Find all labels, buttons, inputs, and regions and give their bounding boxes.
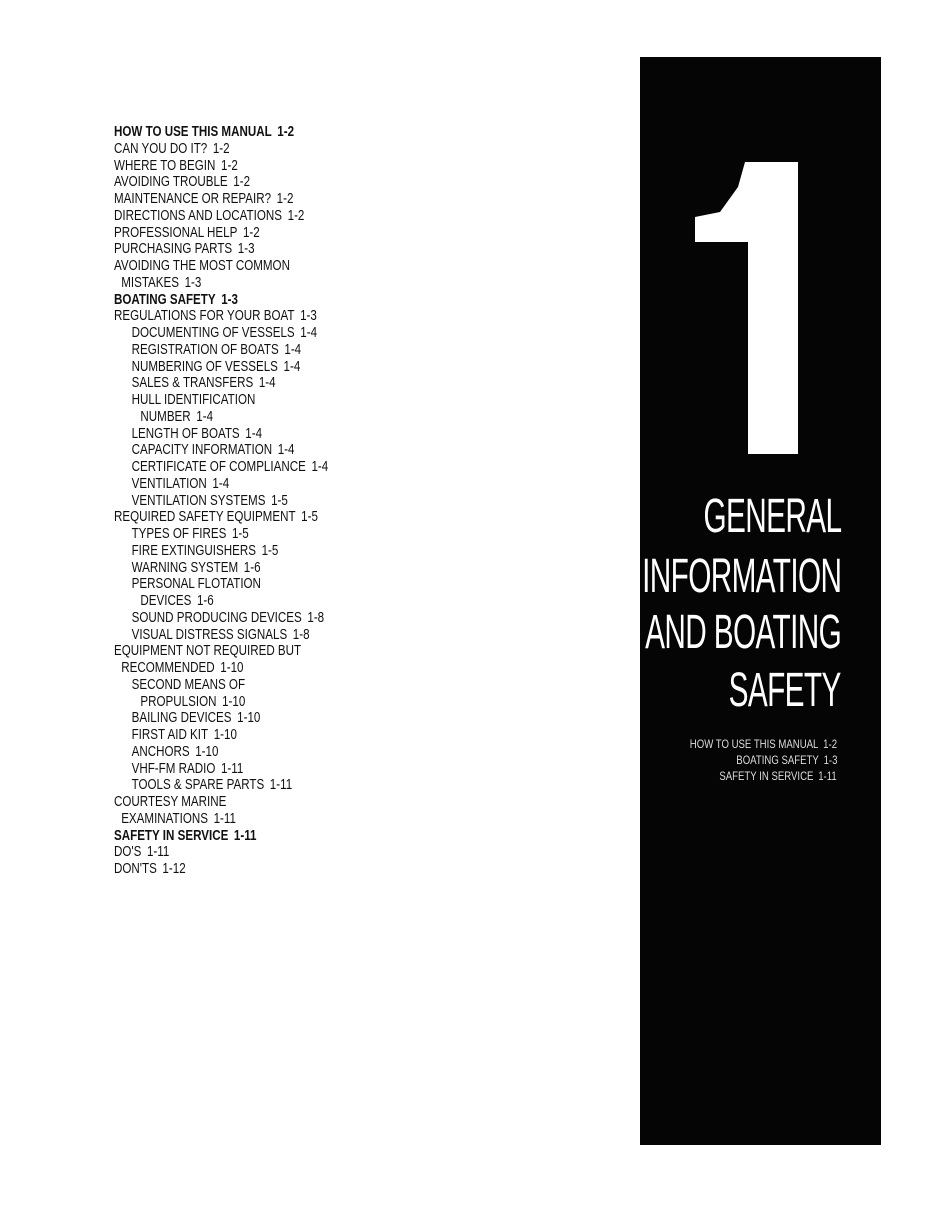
toc-entry[interactable] xyxy=(114,777,328,794)
toc-entry-page: 1-11 xyxy=(146,844,170,861)
toc-entry-page: 1-6 xyxy=(243,559,261,576)
toc-entry[interactable] xyxy=(114,409,328,426)
toc-entry[interactable] xyxy=(114,476,328,493)
toc-entry[interactable] xyxy=(114,208,328,225)
toc-entry[interactable] xyxy=(114,375,328,392)
toc-entry-title: REQUIRED SAFETY EQUIPMENT xyxy=(114,509,296,526)
toc-entry-title: WHERE TO BEGIN xyxy=(114,157,216,174)
toc-entry-title: DEVICES xyxy=(140,593,192,609)
toc-entry[interactable] xyxy=(114,861,328,878)
toc-entry[interactable] xyxy=(114,426,328,443)
toc-entry-page: 1-10 xyxy=(222,693,246,710)
toc-entry-title: NUMBERING OF VESSELS xyxy=(131,358,278,375)
toc-entry[interactable] xyxy=(114,744,328,761)
toc-entry[interactable] xyxy=(114,342,328,359)
toc-entry-page: 1-10 xyxy=(195,743,219,760)
toc-entry[interactable] xyxy=(114,811,328,828)
toc-entry[interactable] xyxy=(114,710,328,727)
toc-entry-title: AVOIDING THE MOST COMMON xyxy=(114,258,290,274)
toc-entry-title: DIRECTIONS AND LOCATIONS xyxy=(114,207,283,224)
toc-entry-title: COURTESY MARINE xyxy=(114,794,227,810)
toc-entry-title: PROFESSIONAL HELP xyxy=(114,224,238,241)
chapter-section-link[interactable]: SAFETY IN SERVICE 1-11 xyxy=(719,769,837,783)
toc-entry[interactable] xyxy=(114,392,328,409)
toc-section-heading[interactable] xyxy=(114,828,328,845)
toc-entry-title: VENTILATION SYSTEMS xyxy=(131,492,266,509)
toc-entry[interactable] xyxy=(114,643,328,660)
toc-entry-page: 1-2 xyxy=(287,207,305,224)
toc-entry-title: PROPULSION xyxy=(140,693,217,710)
toc-entry-page: 1-4 xyxy=(283,358,301,375)
toc-entry-page: 1-2 xyxy=(233,174,251,191)
toc-entry[interactable] xyxy=(114,308,328,325)
toc-entry[interactable] xyxy=(114,543,328,560)
toc-entry-page: 1-4 xyxy=(284,341,302,358)
toc-entry-title: FIRE EXTINGUISHERS xyxy=(131,542,256,559)
toc-entry-page: 1-8 xyxy=(292,626,310,643)
toc-entry[interactable] xyxy=(114,241,328,258)
toc-entry[interactable] xyxy=(114,610,328,627)
chapter-section-link[interactable]: HOW TO USE THIS MANUAL 1-2 xyxy=(689,737,837,751)
toc-entry[interactable] xyxy=(114,191,328,208)
toc-entry-title: PURCHASING PARTS xyxy=(114,241,233,258)
toc-entry-page: 1-3 xyxy=(221,291,238,308)
toc-entry-page: 1-11 xyxy=(269,777,293,794)
toc-entry-page: 1-11 xyxy=(233,827,257,844)
toc-entry[interactable] xyxy=(114,442,328,459)
toc-entry-page: 1-4 xyxy=(300,325,318,341)
toc-entry-page: 1-11 xyxy=(213,810,236,827)
toc-entry-page: 1-3 xyxy=(300,308,317,325)
toc-entry-title: SECOND MEANS OF xyxy=(131,676,246,693)
toc-entry[interactable] xyxy=(114,141,328,158)
toc-entry-title: SAFETY IN SERVICE xyxy=(114,827,229,844)
toc-entry[interactable] xyxy=(114,660,328,677)
toc-entry-page: 1-11 xyxy=(220,760,244,777)
toc-entry-page: 1-4 xyxy=(258,375,276,392)
toc-entry[interactable] xyxy=(114,526,328,543)
toc-entry-page: 1-3 xyxy=(184,274,202,291)
toc-entry[interactable] xyxy=(114,844,328,861)
toc-section-heading[interactable] xyxy=(114,292,328,309)
toc-entry[interactable] xyxy=(114,158,328,175)
toc-entry[interactable] xyxy=(114,694,328,711)
chapter-panel xyxy=(640,57,881,1145)
toc-entry[interactable] xyxy=(114,627,328,644)
toc-entry-page: 1-2 xyxy=(277,124,295,140)
toc-entry-title: CERTIFICATE OF COMPLIANCE xyxy=(131,459,306,475)
toc-entry-title: LENGTH OF BOATS xyxy=(131,425,240,442)
toc-entry-page: 1-2 xyxy=(221,157,238,174)
toc-entry-title: AVOIDING TROUBLE xyxy=(114,174,228,191)
toc-entry-page: 1-2 xyxy=(212,140,230,157)
toc-section-heading[interactable] xyxy=(114,124,328,141)
toc-entry-title: CAN YOU DO IT? xyxy=(114,140,208,157)
toc-entry-page: 1-2 xyxy=(242,224,260,241)
toc-entry-title: EQUIPMENT NOT REQUIRED BUT xyxy=(114,643,302,660)
chapter-title-line: SAFETY xyxy=(728,664,841,717)
chapter-number-graphic xyxy=(690,162,805,457)
toc-entry[interactable] xyxy=(114,174,328,191)
toc-entry-title: SOUND PRODUCING DEVICES xyxy=(131,609,302,626)
toc-entry-title: EXAMINATIONS xyxy=(121,810,208,827)
chapter-section-link[interactable]: BOATING SAFETY 1-3 xyxy=(735,753,837,767)
table-of-contents xyxy=(114,124,382,878)
toc-entry[interactable] xyxy=(114,359,328,376)
toc-entry[interactable] xyxy=(114,576,328,593)
toc-entry-title: WARNING SYSTEM xyxy=(131,559,239,576)
toc-entry-title: TOOLS & SPARE PARTS xyxy=(131,777,265,794)
toc-entry-page: 1-4 xyxy=(311,459,329,475)
toc-entry-title: TYPES OF FIRES xyxy=(131,526,227,542)
toc-entry[interactable] xyxy=(114,275,328,292)
toc-entry[interactable] xyxy=(114,727,328,744)
toc-entry[interactable] xyxy=(114,225,328,242)
toc-entry-page: 1-10 xyxy=(237,710,261,727)
chapter-title-line: INFORMATION xyxy=(641,550,841,603)
toc-entry-title: RECOMMENDED xyxy=(121,660,215,676)
toc-entry-title: VENTILATION xyxy=(131,475,207,492)
toc-entry-title: CAPACITY INFORMATION xyxy=(131,442,273,459)
chapter-title-line: GENERAL xyxy=(703,490,841,543)
toc-entry-title: DON'TS xyxy=(114,861,157,877)
toc-entry-title: BOATING SAFETY xyxy=(114,291,216,308)
toc-entry-title: HULL IDENTIFICATION xyxy=(131,392,256,408)
toc-entry[interactable] xyxy=(114,493,328,510)
chapter-title-line: AND BOATING xyxy=(644,606,841,659)
toc-entry-title: MISTAKES xyxy=(121,274,179,291)
toc-entry-page: 1-6 xyxy=(196,593,214,609)
toc-entry-title: SALES & TRANSFERS xyxy=(131,375,254,392)
toc-entry-page: 1-5 xyxy=(271,492,288,509)
toc-entry[interactable] xyxy=(114,459,328,476)
toc-entry[interactable] xyxy=(114,794,328,811)
toc-entry-page: 1-2 xyxy=(276,191,294,207)
toc-entry-page: 1-4 xyxy=(245,425,263,442)
toc-entry-page: 1-4 xyxy=(277,442,295,459)
toc-entry-title: VISUAL DISTRESS SIGNALS xyxy=(131,626,288,643)
toc-entry-title: PERSONAL FLOTATION xyxy=(131,576,261,593)
toc-entry-title: REGISTRATION OF BOATS xyxy=(131,341,279,358)
toc-entry-title: DO'S xyxy=(114,844,142,861)
toc-entry-title: FIRST AID KIT xyxy=(131,727,209,743)
toc-entry[interactable] xyxy=(114,761,328,778)
toc-entry-title: ANCHORS xyxy=(131,743,190,760)
toc-entry-title: VHF-FM RADIO xyxy=(131,760,216,777)
toc-entry-title: MAINTENANCE OR REPAIR? xyxy=(114,191,272,207)
toc-entry-page: 1-5 xyxy=(231,526,249,542)
toc-entry-title: DOCUMENTING OF VESSELS xyxy=(131,325,295,341)
toc-entry[interactable] xyxy=(114,258,328,275)
toc-entry-title: HOW TO USE THIS MANUAL xyxy=(114,124,272,140)
toc-entry-page: 1-5 xyxy=(261,542,279,559)
toc-entry-page: 1-3 xyxy=(237,241,255,258)
toc-entry-page: 1-8 xyxy=(307,609,325,626)
toc-entry-title: REGULATIONS FOR YOUR BOAT xyxy=(114,308,295,325)
toc-entry-page: 1-10 xyxy=(213,727,237,743)
toc-entry-page: 1-4 xyxy=(212,475,230,492)
toc-entry[interactable] xyxy=(114,677,328,694)
toc-entry[interactable] xyxy=(114,325,328,342)
toc-entry[interactable] xyxy=(114,509,328,526)
toc-entry-page: 1-5 xyxy=(301,509,318,526)
toc-entry-page: 1-10 xyxy=(220,660,244,676)
toc-entry-page: 1-4 xyxy=(196,408,214,425)
toc-entry[interactable] xyxy=(114,593,328,610)
toc-entry-title: BAILING DEVICES xyxy=(131,710,232,727)
toc-entry[interactable] xyxy=(114,560,328,577)
toc-entry-page: 1-12 xyxy=(162,861,186,877)
toc-entry-title: NUMBER xyxy=(140,408,191,425)
